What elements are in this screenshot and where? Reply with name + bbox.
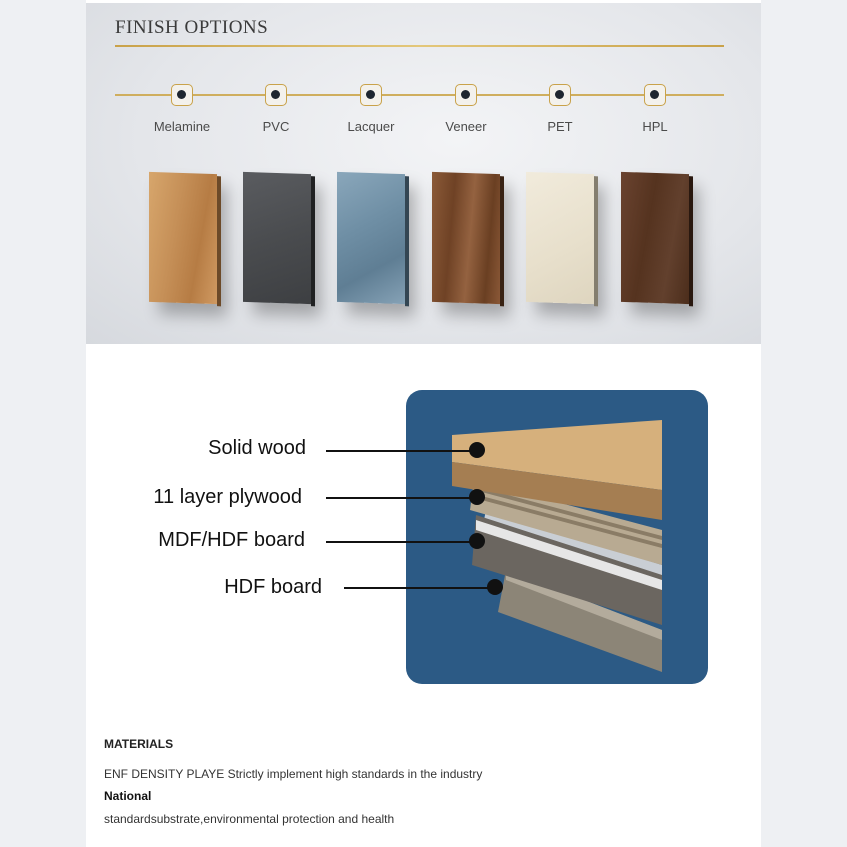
pvc-sample-panel [243,172,311,304]
finish-label-melamine: Melamine [153,119,211,134]
finish-options-title: FINISH OPTIONS [115,17,269,38]
layer-label-plywood: 11 layer plywood [153,486,302,508]
finish-label-pet: PET [547,119,573,134]
marker-dot-hdf [487,579,503,595]
leader-line-plywood [326,497,476,499]
materials-heading: MATERIALS [104,737,174,751]
layer-label-mdf-hdf: MDF/HDF board [158,529,305,551]
materials-national-label: National [104,789,152,803]
hpl-sample-panel [621,172,689,304]
marker-dot-mdf-hdf [469,533,485,549]
leader-line-hdf [344,587,494,589]
leader-line-mdf-hdf [326,541,476,543]
layer-label-hdf: HDF board [224,576,322,598]
finish-label-hpl: HPL [642,119,668,134]
finish-node-hpl [644,84,666,106]
veneer-sample-panel [432,172,500,304]
finish-options-banner [86,3,761,344]
layer-label-solid-wood: Solid wood [208,437,306,459]
finish-timeline [115,94,724,96]
board-cross-section-illustration [406,390,708,684]
finish-label-veneer: Veneer [445,119,487,134]
board-cross-section-photo [406,390,708,684]
finish-node-lacquer [360,84,382,106]
finish-node-veneer [455,84,477,106]
leader-line-solid-wood [326,450,476,452]
pet-sample-panel [526,172,594,304]
lacquer-sample-panel [337,172,405,304]
melamine-sample-panel [149,172,217,304]
materials-description: ENF DENSITY PLAYE Strictly implement high standards in the industry [104,767,483,781]
gold-divider [115,45,724,47]
finish-node-pvc [265,84,287,106]
product-detail-page [86,0,761,847]
finish-node-melamine [171,84,193,106]
finish-label-pvc: PVC [262,119,290,134]
marker-dot-plywood [469,489,485,505]
finish-node-pet [549,84,571,106]
marker-dot-solid-wood [469,442,485,458]
materials-standard-text: standardsubstrate,environmental protection and health [104,812,395,826]
finish-label-lacquer: Lacquer [347,119,395,134]
